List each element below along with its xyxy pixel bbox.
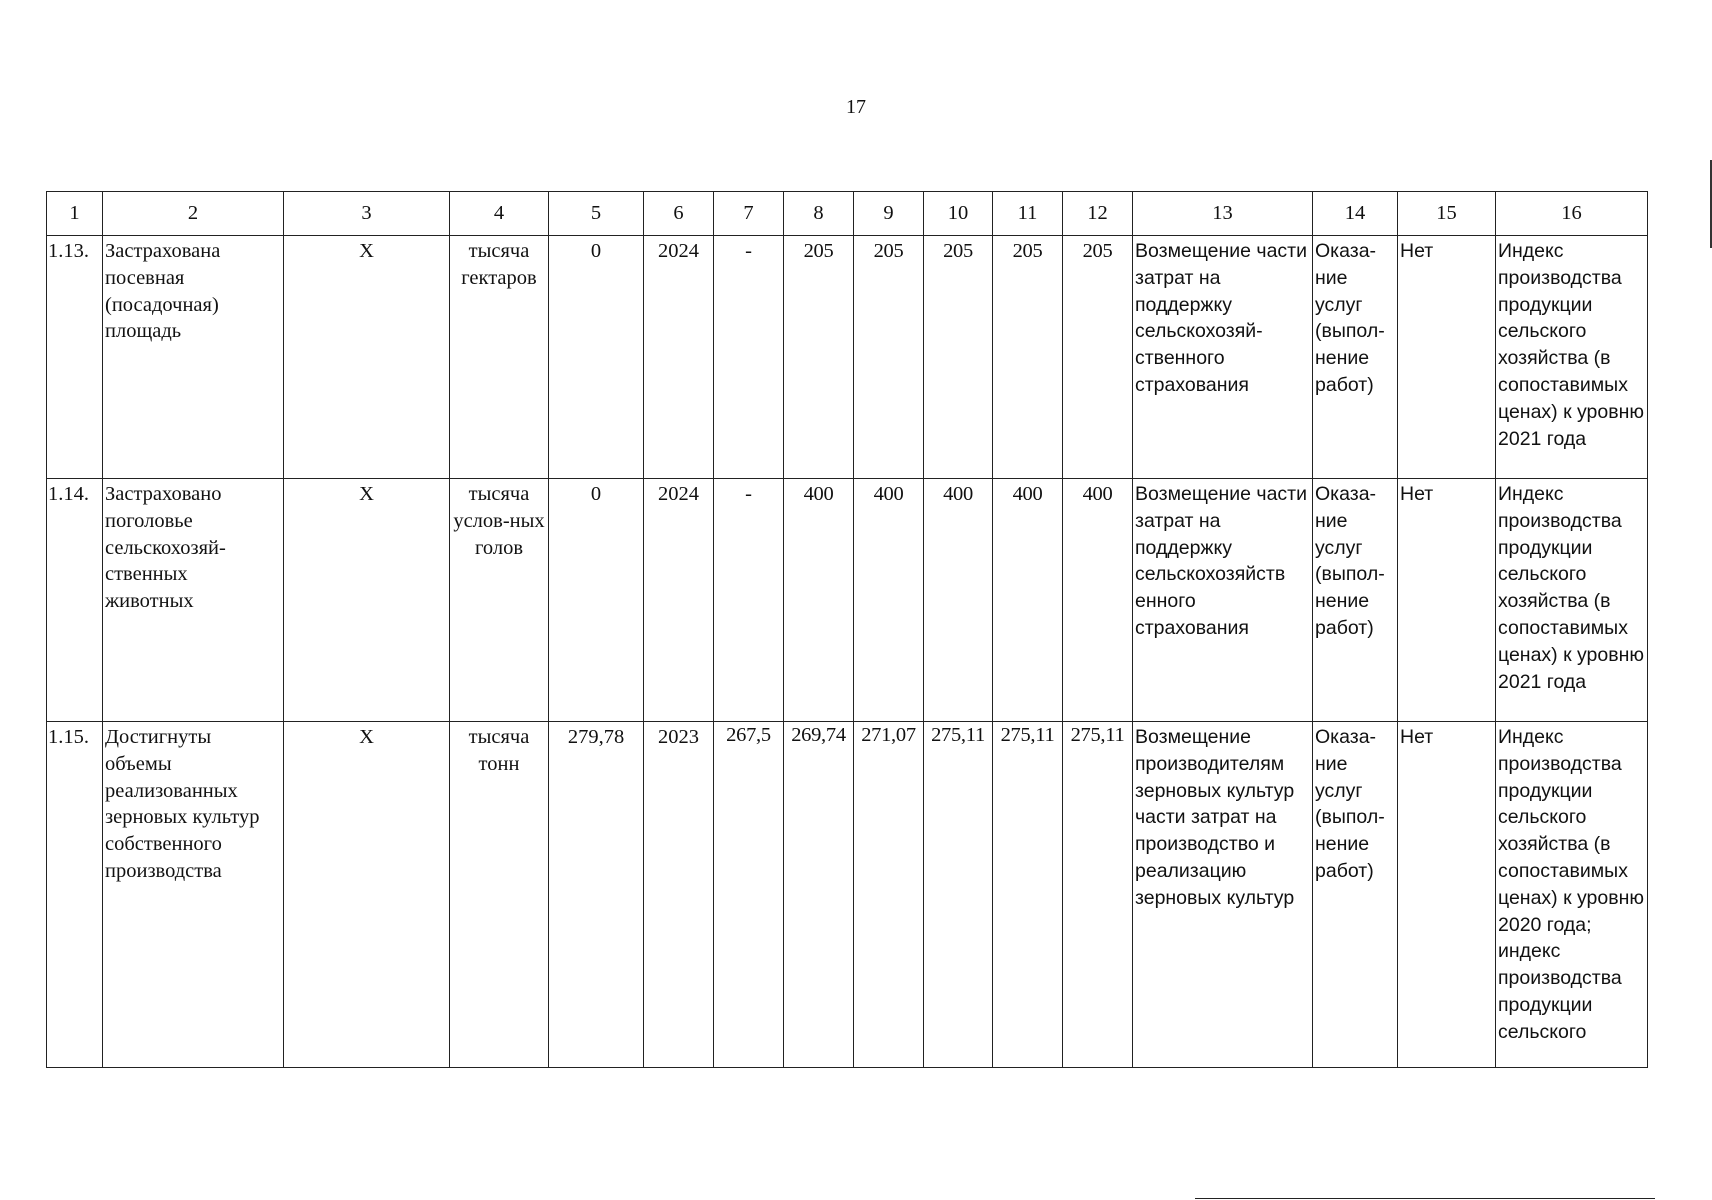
base-value: 0 — [549, 236, 644, 479]
cell-col11: 400 — [993, 479, 1063, 722]
cell-col15: Нет — [1398, 236, 1496, 479]
table-row — [47, 722, 1648, 1068]
linked-indicator: Индекс производства продукции сельского хозяйства (в сопоставимых ценах) к уровню 2020 года; индекс производства продукции сельского — [1496, 722, 1648, 1068]
measure: Возмещение части затрат на поддержку сельскохозяйств енного страхования — [1133, 479, 1313, 722]
cell-col15: Нет — [1398, 722, 1496, 1068]
cell-col9: 400 — [854, 479, 924, 722]
base-year: 2024 — [644, 236, 714, 479]
cell-col9: 205 — [854, 236, 924, 479]
base-year: 2023 — [644, 722, 714, 1068]
row-number: 1.15. — [47, 722, 103, 1068]
base-year: 2024 — [644, 479, 714, 722]
cell-col11: 275,11 — [993, 722, 1063, 1068]
unit: тысяча услов-ных голов — [450, 479, 549, 722]
measure-type: Оказа-ние услуг (выпол-нение работ) — [1313, 236, 1398, 479]
page-number: 17 — [846, 96, 866, 118]
cell-col8: 205 — [784, 236, 854, 479]
header-cell: 4 — [450, 192, 549, 236]
cell-col3: X — [284, 236, 450, 479]
measure-type: Оказа-ние услуг (выпол-нение работ) — [1313, 722, 1398, 1068]
base-value: 279,78 — [549, 722, 644, 1068]
bottom-rule — [1195, 1198, 1655, 1199]
cell-col10: 275,11 — [924, 722, 993, 1068]
linked-indicator: Индекс производства продукции сельского хозяйства (в сопоставимых ценах) к уровню 2021 года — [1496, 236, 1648, 479]
cell-col12: 275,11 — [1063, 722, 1133, 1068]
header-cell: 13 — [1133, 192, 1313, 236]
measure: Возмещение части затрат на поддержку сельскохозяй-ственного страхования — [1133, 236, 1313, 479]
cell-col3: X — [284, 479, 450, 722]
header-cell: 11 — [993, 192, 1063, 236]
header-cell: 12 — [1063, 192, 1133, 236]
cell-col7: 267,5 — [714, 722, 784, 1068]
cell-col12: 400 — [1063, 479, 1133, 722]
cell-col11: 205 — [993, 236, 1063, 479]
table-row — [47, 479, 1648, 722]
header-cell: 14 — [1313, 192, 1398, 236]
unit: тысяча гектаров — [450, 236, 549, 479]
measure: Возмещение производителям зерновых культур части затрат на производство и реализацию зерновых культур — [1133, 722, 1313, 1068]
cell-col8: 269,74 — [784, 722, 854, 1068]
cell-col7: - — [714, 236, 784, 479]
header-cell: 10 — [924, 192, 993, 236]
base-value: 0 — [549, 479, 644, 722]
cell-col7: - — [714, 479, 784, 722]
header-row — [47, 192, 1648, 236]
indicator-name: Достигнуты объемы реализованных зерновых культур собственного производства — [103, 722, 284, 1068]
cell-col10: 400 — [924, 479, 993, 722]
header-cell: 2 — [103, 192, 284, 236]
header-cell: 15 — [1398, 192, 1496, 236]
indicator-name: Застраховано поголовье сельскохозяй-ственных животных — [103, 479, 284, 722]
cell-col10: 205 — [924, 236, 993, 479]
cell-col15: Нет — [1398, 479, 1496, 722]
header-cell: 8 — [784, 192, 854, 236]
row-number: 1.14. — [47, 479, 103, 722]
indicators-table — [46, 191, 1648, 1068]
cell-col3: X — [284, 722, 450, 1068]
header-cell: 3 — [284, 192, 450, 236]
header-cell: 6 — [644, 192, 714, 236]
header-cell: 1 — [47, 192, 103, 236]
unit: тысяча тонн — [450, 722, 549, 1068]
linked-indicator: Индекс производства продукции сельского хозяйства (в сопоставимых ценах) к уровню 2021 года — [1496, 479, 1648, 722]
cell-col8: 400 — [784, 479, 854, 722]
header-cell: 5 — [549, 192, 644, 236]
header-cell: 7 — [714, 192, 784, 236]
measure-type: Оказа-ние услуг (выпол-нение работ) — [1313, 479, 1398, 722]
table-row — [47, 236, 1648, 479]
header-cell: 16 — [1496, 192, 1648, 236]
row-number: 1.13. — [47, 236, 103, 479]
cell-col9: 271,07 — [854, 722, 924, 1068]
indicator-name: Застрахована посевная (посадочная) площадь — [103, 236, 284, 479]
cell-col12: 205 — [1063, 236, 1133, 479]
header-cell: 9 — [854, 192, 924, 236]
